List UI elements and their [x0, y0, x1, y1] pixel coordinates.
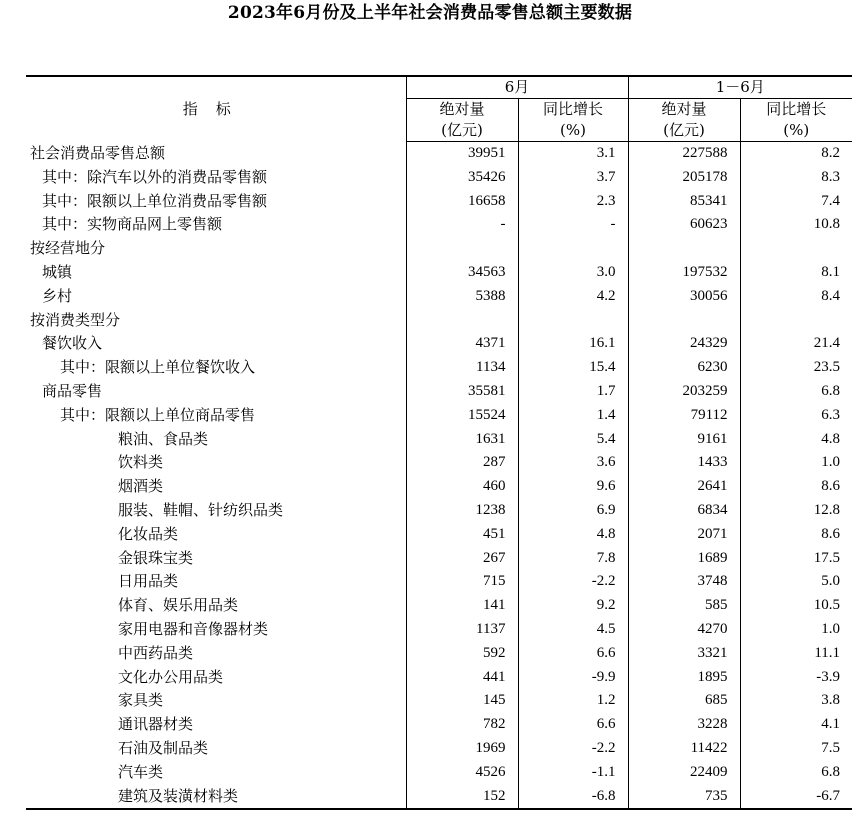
- row-label: 文化办公用品类: [118, 667, 224, 686]
- row-label: 汽车类: [118, 762, 164, 781]
- table-row: [26, 428, 852, 452]
- table-row: [26, 618, 852, 642]
- table-row: [26, 237, 852, 261]
- table-row: [26, 166, 852, 190]
- row-label: 体育、娱乐用品类: [118, 596, 239, 615]
- june-yoy-value: -6.8: [518, 785, 628, 810]
- h1-abs-value: 203259: [628, 380, 740, 404]
- h1-abs-value: 6230: [628, 356, 740, 380]
- header-period-h1: 1－6月: [628, 76, 852, 99]
- h1-abs-value: 3228: [628, 713, 740, 737]
- table-row: [26, 523, 852, 547]
- h1-abs-value: 685: [628, 689, 740, 713]
- h1-abs-value: 197532: [628, 261, 740, 285]
- june-yoy-value: 6.9: [518, 499, 628, 523]
- june-abs-value: 1969: [406, 737, 518, 761]
- h1-abs-value: 1895: [628, 666, 740, 690]
- page-title: 2023年6月份及上半年社会消费品零售总额主要数据: [227, 3, 633, 23]
- june-yoy-value: [518, 237, 628, 261]
- h1-yoy-value: 8.6: [740, 475, 852, 499]
- june-yoy-value: 16.1: [518, 332, 628, 356]
- table-row: [26, 285, 852, 309]
- h1-abs-value: 22409: [628, 761, 740, 785]
- table-row: [26, 332, 852, 356]
- table-row: [26, 451, 852, 475]
- june-abs-value: 1137: [406, 618, 518, 642]
- header-june-abs-label: 绝对量: [406, 99, 518, 121]
- row-label: 服装、鞋帽、针纺织品类: [118, 500, 284, 519]
- june-yoy-value: [518, 309, 628, 333]
- june-yoy-value: 1.4: [518, 404, 628, 428]
- row-label: 烟酒类: [118, 477, 164, 496]
- june-yoy-value: 6.6: [518, 713, 628, 737]
- h1-yoy-value: -6.7: [740, 785, 852, 810]
- row-label: 饮料类: [118, 453, 164, 472]
- h1-abs-value: 11422: [628, 737, 740, 761]
- row-label: 其中：限额以上单位餐饮收入: [60, 358, 256, 377]
- h1-yoy-value: 4.8: [740, 428, 852, 452]
- table-row: [26, 713, 852, 737]
- row-label: 中西药品类: [118, 643, 194, 662]
- table-row: [26, 666, 852, 690]
- h1-yoy-value: 8.2: [740, 142, 852, 166]
- june-abs-value: -: [406, 213, 518, 237]
- table-row: [26, 547, 852, 571]
- table-row: [26, 642, 852, 666]
- h1-yoy-value: 7.5: [740, 737, 852, 761]
- row-label: 其中：除汽车以外的消费品零售额: [42, 167, 268, 186]
- june-abs-value: 16658: [406, 190, 518, 214]
- h1-yoy-value: [740, 237, 852, 261]
- header-period-june: 6月: [406, 76, 628, 99]
- h1-abs-value: 60623: [628, 213, 740, 237]
- june-abs-value: 460: [406, 475, 518, 499]
- june-abs-value: 15524: [406, 404, 518, 428]
- table-row: [26, 309, 852, 333]
- june-abs-value: 34563: [406, 261, 518, 285]
- table-row: [26, 404, 852, 428]
- h1-abs-value: 9161: [628, 428, 740, 452]
- h1-abs-value: 585: [628, 594, 740, 618]
- table-row: [26, 261, 852, 285]
- table-row: [26, 689, 852, 713]
- june-abs-value: 782: [406, 713, 518, 737]
- june-abs-value: 39951: [406, 142, 518, 166]
- row-label: 社会消费品零售总额: [30, 143, 166, 162]
- header-june-abs-unit: (亿元): [406, 120, 518, 142]
- june-yoy-value: 2.3: [518, 190, 628, 214]
- row-label: 粮油、食品类: [118, 429, 209, 448]
- row-label: 建筑及装潢材料类: [26, 785, 406, 810]
- h1-abs-value: [628, 237, 740, 261]
- june-abs-value: 1134: [406, 356, 518, 380]
- june-yoy-value: 9.6: [518, 475, 628, 499]
- june-abs-value: 592: [406, 642, 518, 666]
- row-label: 城镇: [42, 262, 73, 281]
- header-h1-abs-label: 绝对量: [628, 99, 740, 121]
- june-yoy-value: -2.2: [518, 570, 628, 594]
- h1-abs-value: 1689: [628, 547, 740, 571]
- table-row: [26, 499, 852, 523]
- header-june-yoy-label: 同比增长: [518, 99, 628, 121]
- row-label: 金银珠宝类: [118, 548, 194, 567]
- h1-yoy-value: 6.8: [740, 380, 852, 404]
- table-row: [26, 190, 852, 214]
- h1-yoy-value: 8.6: [740, 523, 852, 547]
- june-yoy-value: 3.6: [518, 451, 628, 475]
- row-label: 通讯器材类: [118, 715, 194, 734]
- table-row: [26, 142, 852, 166]
- june-abs-value: 451: [406, 523, 518, 547]
- header-row-periods: [26, 76, 852, 99]
- h1-abs-value: 24329: [628, 332, 740, 356]
- june-yoy-value: 1.2: [518, 689, 628, 713]
- h1-yoy-value: [740, 309, 852, 333]
- table-row: [26, 380, 852, 404]
- june-yoy-value: 4.8: [518, 523, 628, 547]
- june-abs-value: 715: [406, 570, 518, 594]
- h1-abs-value: 2641: [628, 475, 740, 499]
- june-abs-value: 35581: [406, 380, 518, 404]
- june-yoy-value: 3.1: [518, 142, 628, 166]
- h1-abs-value: 85341: [628, 190, 740, 214]
- h1-yoy-value: 21.4: [740, 332, 852, 356]
- table-row: [26, 737, 852, 761]
- june-yoy-value: -2.2: [518, 737, 628, 761]
- june-abs-value: [406, 237, 518, 261]
- h1-abs-value: 1433: [628, 451, 740, 475]
- h1-yoy-value: 8.1: [740, 261, 852, 285]
- header-june-yoy-unit: (%): [518, 120, 628, 142]
- june-yoy-value: 4.2: [518, 285, 628, 309]
- h1-abs-value: 79112: [628, 404, 740, 428]
- header-h1-yoy-unit: (%): [740, 120, 852, 142]
- h1-yoy-value: 8.3: [740, 166, 852, 190]
- june-abs-value: 5388: [406, 285, 518, 309]
- row-label: 乡村: [42, 286, 73, 305]
- table-row: [26, 570, 852, 594]
- june-yoy-value: 4.5: [518, 618, 628, 642]
- june-abs-value: 1631: [406, 428, 518, 452]
- h1-yoy-value: -3.9: [740, 666, 852, 690]
- table-row: [26, 475, 852, 499]
- h1-yoy-value: 23.5: [740, 356, 852, 380]
- h1-abs-value: 4270: [628, 618, 740, 642]
- table-body: [26, 142, 852, 810]
- h1-yoy-value: 8.4: [740, 285, 852, 309]
- h1-yoy-value: 11.1: [740, 642, 852, 666]
- row-label: 家用电器和音像器材类: [118, 619, 269, 638]
- h1-yoy-value: 4.1: [740, 713, 852, 737]
- row-label: 餐饮收入: [42, 334, 103, 353]
- row-label: 按经营地分: [30, 239, 106, 258]
- h1-abs-value: 2071: [628, 523, 740, 547]
- june-abs-value: 287: [406, 451, 518, 475]
- june-yoy-value: 1.7: [518, 380, 628, 404]
- h1-abs-value: 227588: [628, 142, 740, 166]
- june-yoy-value: -9.9: [518, 666, 628, 690]
- table-row: [26, 761, 852, 785]
- h1-abs-value: 735: [628, 785, 740, 810]
- june-yoy-value: -: [518, 213, 628, 237]
- june-abs-value: 4526: [406, 761, 518, 785]
- june-yoy-value: -1.1: [518, 761, 628, 785]
- june-yoy-value: 5.4: [518, 428, 628, 452]
- june-yoy-value: 7.8: [518, 547, 628, 571]
- row-label: 化妆品类: [118, 524, 179, 543]
- h1-abs-value: 3321: [628, 642, 740, 666]
- row-label: 家具类: [118, 691, 164, 710]
- june-yoy-value: 6.6: [518, 642, 628, 666]
- june-abs-value: 35426: [406, 166, 518, 190]
- header-indicator: 指标: [26, 76, 406, 142]
- h1-yoy-value: 5.0: [740, 570, 852, 594]
- june-yoy-value: 3.0: [518, 261, 628, 285]
- row-label: 其中：实物商品网上零售额: [42, 215, 223, 234]
- june-yoy-value: 3.7: [518, 166, 628, 190]
- june-abs-value: 152: [406, 785, 518, 810]
- h1-yoy-value: 10.5: [740, 594, 852, 618]
- h1-abs-value: 30056: [628, 285, 740, 309]
- row-label: 日用品类: [118, 572, 179, 591]
- h1-yoy-value: 6.8: [740, 761, 852, 785]
- h1-yoy-value: 12.8: [740, 499, 852, 523]
- june-abs-value: 441: [406, 666, 518, 690]
- h1-yoy-value: 1.0: [740, 451, 852, 475]
- row-label: 其中：限额以上单位消费品零售额: [42, 191, 268, 210]
- row-label: 商品零售: [42, 381, 103, 400]
- h1-yoy-value: 1.0: [740, 618, 852, 642]
- june-yoy-value: 9.2: [518, 594, 628, 618]
- h1-abs-value: 6834: [628, 499, 740, 523]
- h1-yoy-value: 3.8: [740, 689, 852, 713]
- table-row: [26, 356, 852, 380]
- retail-sales-table: [26, 75, 852, 810]
- june-abs-value: [406, 309, 518, 333]
- june-abs-value: 4371: [406, 332, 518, 356]
- header-h1-yoy-label: 同比增长: [740, 99, 852, 121]
- h1-yoy-value: 10.8: [740, 213, 852, 237]
- june-yoy-value: 15.4: [518, 356, 628, 380]
- row-label: 石油及制品类: [118, 738, 209, 757]
- table-row: [26, 213, 852, 237]
- table-row: [26, 594, 852, 618]
- h1-abs-value: 205178: [628, 166, 740, 190]
- h1-abs-value: [628, 309, 740, 333]
- header-h1-abs-unit: (亿元): [628, 120, 740, 142]
- june-abs-value: 1238: [406, 499, 518, 523]
- h1-yoy-value: 17.5: [740, 547, 852, 571]
- row-label: 按消费类型分: [30, 310, 121, 329]
- h1-yoy-value: 7.4: [740, 190, 852, 214]
- table-row: [26, 785, 852, 810]
- june-abs-value: 141: [406, 594, 518, 618]
- june-abs-value: 145: [406, 689, 518, 713]
- h1-abs-value: 3748: [628, 570, 740, 594]
- h1-yoy-value: 6.3: [740, 404, 852, 428]
- row-label: 其中：限额以上单位商品零售: [60, 405, 256, 424]
- june-abs-value: 267: [406, 547, 518, 571]
